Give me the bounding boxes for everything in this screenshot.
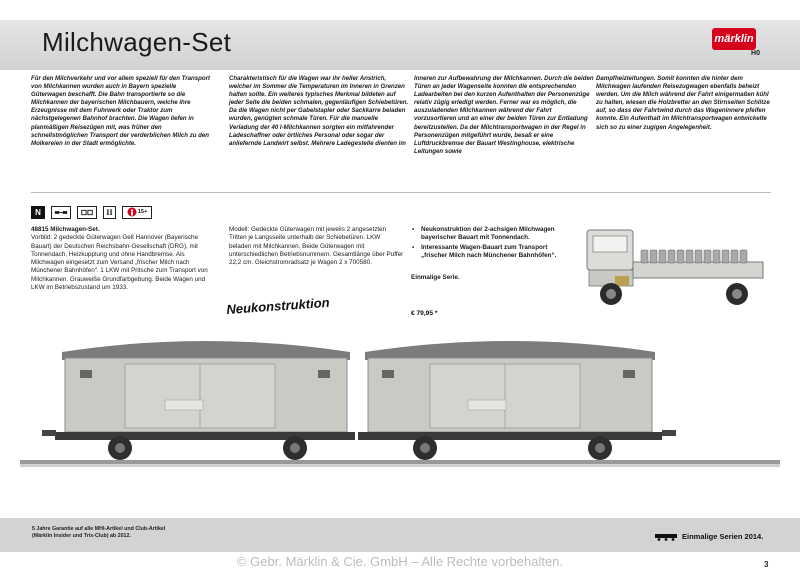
- marklin-logo: [712, 28, 760, 60]
- bullet-item: ▪ Interessante Wagen-Bauart zum Transport „frischer Milch nach Münchener Bahnhöfen“.: [411, 244, 571, 261]
- age-label: 15+: [137, 209, 148, 215]
- page-number: 3: [764, 560, 769, 569]
- close-coupling-icon: [77, 206, 97, 219]
- logo-badge: [712, 28, 756, 50]
- intro-column-3: Inneren zur Aufbewahrung der Milchkannen. Durch die beiden Türen an jeder Wagenseite konnten die entsprechenden Ladearbeiten bei den kurzen Aufenthalten der Personenzüge relativ zügig erledigt werden. Ferner war es möglich, die auszuladenden Milchkannen während der Fahrt vorzusortieren und an einer der beiden Türen zur Entladung bereitzustellen. Da der Milchtransportwagen in der Regel in Personenzügen mitgeführt wurde, besaß er eine Luftdruckbremse der Bauart Westinghouse, elektrische Leitungen sowie: [414, 75, 594, 155]
- intro-column-2: Charakteristisch für die Wagen war ihr heller Anstrich, welcher im Sommer die Temperaturen im Inneren in Grenzen halten sollte. Ein weiteres typisches Merkmal bildeten auf jeder Seite die beiden schmalen, gegenläufigen Schiebetüren. Da die Wagen nicht per Gabelstapler oder Sackkarre beladen wurden, genügten schmale Türen. Für die manuelle Verladung der 40 l-Milchkannen sorgten ein mitfahrender Ladeschaffner oder örtliches Personal oder sogar der anliefernde Landwirt selbst. Mehrere Ladegestelle dienten im: [229, 75, 409, 147]
- wagon-pair-image: [20, 330, 780, 480]
- one-time-series: Einmalige Serie.: [411, 274, 460, 282]
- article-description: [31, 226, 216, 292]
- model-description: Modell: Gedeckte Güterwagen mit jeweils 2 angesetzten Tritten je Langsseite unterhalb der Schiebetüren. LKW beladen mit Milchkannen. Beide Güterwagen mit unterschiedlichen Betriebsnummern. Gesamtlänge über Puffer 22,2 cm. Gleichstromradsatz je Wagen 2 x 700580.: [229, 226, 404, 267]
- age-warning-icon: [122, 206, 152, 219]
- milk-wagon-2: [358, 341, 676, 460]
- series-icon: [655, 533, 677, 541]
- article-number: 48815 Milchwagen-Set.: [31, 226, 100, 233]
- logo-text: märklin: [714, 33, 754, 45]
- one-time-series-footer: [655, 532, 763, 541]
- warranty-line-1: 5 Jahre Garantie auf alle MHI-Artikel und Club-Artikel: [32, 526, 166, 532]
- bullet-list: [411, 226, 571, 260]
- section-divider: [31, 192, 771, 193]
- milk-wagon-1: [42, 341, 355, 460]
- copyright-notice: © Gebr. Märklin & Cie. GmbH – Alle Rechte vorbehalten.: [236, 554, 564, 569]
- header-band: [0, 20, 800, 70]
- bullet-item: ▪ Neukonstruktion der 2-achsigen Milchwagen bayerischer Bauart mit Tonnendach.: [411, 226, 571, 243]
- series-label: Einmalige Serien 2014.: [682, 532, 764, 541]
- gauge-symbol: N: [31, 206, 45, 219]
- milk-cans: [641, 250, 747, 263]
- intro-column-4: Dampfheizleitungen. Somit konnten die hinter dem Milchwagen laufenden Reisezugwagen ebenfalls beheizt werden. Um die Milch während der Fahrt einigermaßen kühl zu halten, wiesen die Holzbretter an den Stirnseiten Schlitze auf, so dass der Fahrtwind durch das Wageninnere pfeifen konnte. Ein Aufenthalt im Milchtransportwagen entwickelte sich so zu einer zugigen Angelegenheit.: [596, 75, 770, 131]
- page-title: Milchwagen-Set: [42, 27, 232, 57]
- prototype-text: Vorbild: 2 gedeckte Güterwagen Gelt Hannover (Bayerische Bauart) der Deutschen Reichsbahn-Gesellschaft (DRG), mit Tonnendach, Heizkupplung und ohne Handbremse. Als Milchwagen eingesetzt zum Versand „frischer Milch nach Münchener Bahnhöfen“. 1 LKW mit Pritsche zum Transport von Milchkannen. Grauweiße Grundfarbgebung. Beide Wagen und LKW im Betriebszustand um 1933.: [31, 234, 208, 292]
- coupler-icon: [51, 206, 71, 219]
- novelty-label: Neukonstruktion: [225, 294, 331, 317]
- track: [20, 460, 780, 467]
- feature-list: [411, 226, 571, 282]
- symbol-row: [31, 205, 152, 219]
- epoch-symbol: II: [103, 206, 116, 219]
- warranty-line-2: (Märklin Insider und Trix-Club) ab 2012.: [32, 532, 131, 539]
- milk-truck-image: [585, 228, 770, 308]
- logo-scale: H0: [751, 50, 760, 57]
- price: € 79,95 *: [411, 310, 438, 317]
- warranty-note: [32, 526, 165, 539]
- intro-column-1: Für den Milchverkehr und vor allem speziell für den Transport von Milchkannen wurden auch in Bayern spezielle Güterwagen beschafft. Die Bahn transportierte so die Milchkannen der bayerischen Milchbauern, welche ihre Erzeugnisse mit dem Fuhrwerk oder Traktor zum nächstgelegenen Bahnhof brachten. Die Wagen liefen in planmäßigen Reisezügen mit, was früher den schnellstmöglichen Transport der verderblichen Milch zu den Molkereien in der Stadt ermöglichte.: [31, 75, 211, 147]
